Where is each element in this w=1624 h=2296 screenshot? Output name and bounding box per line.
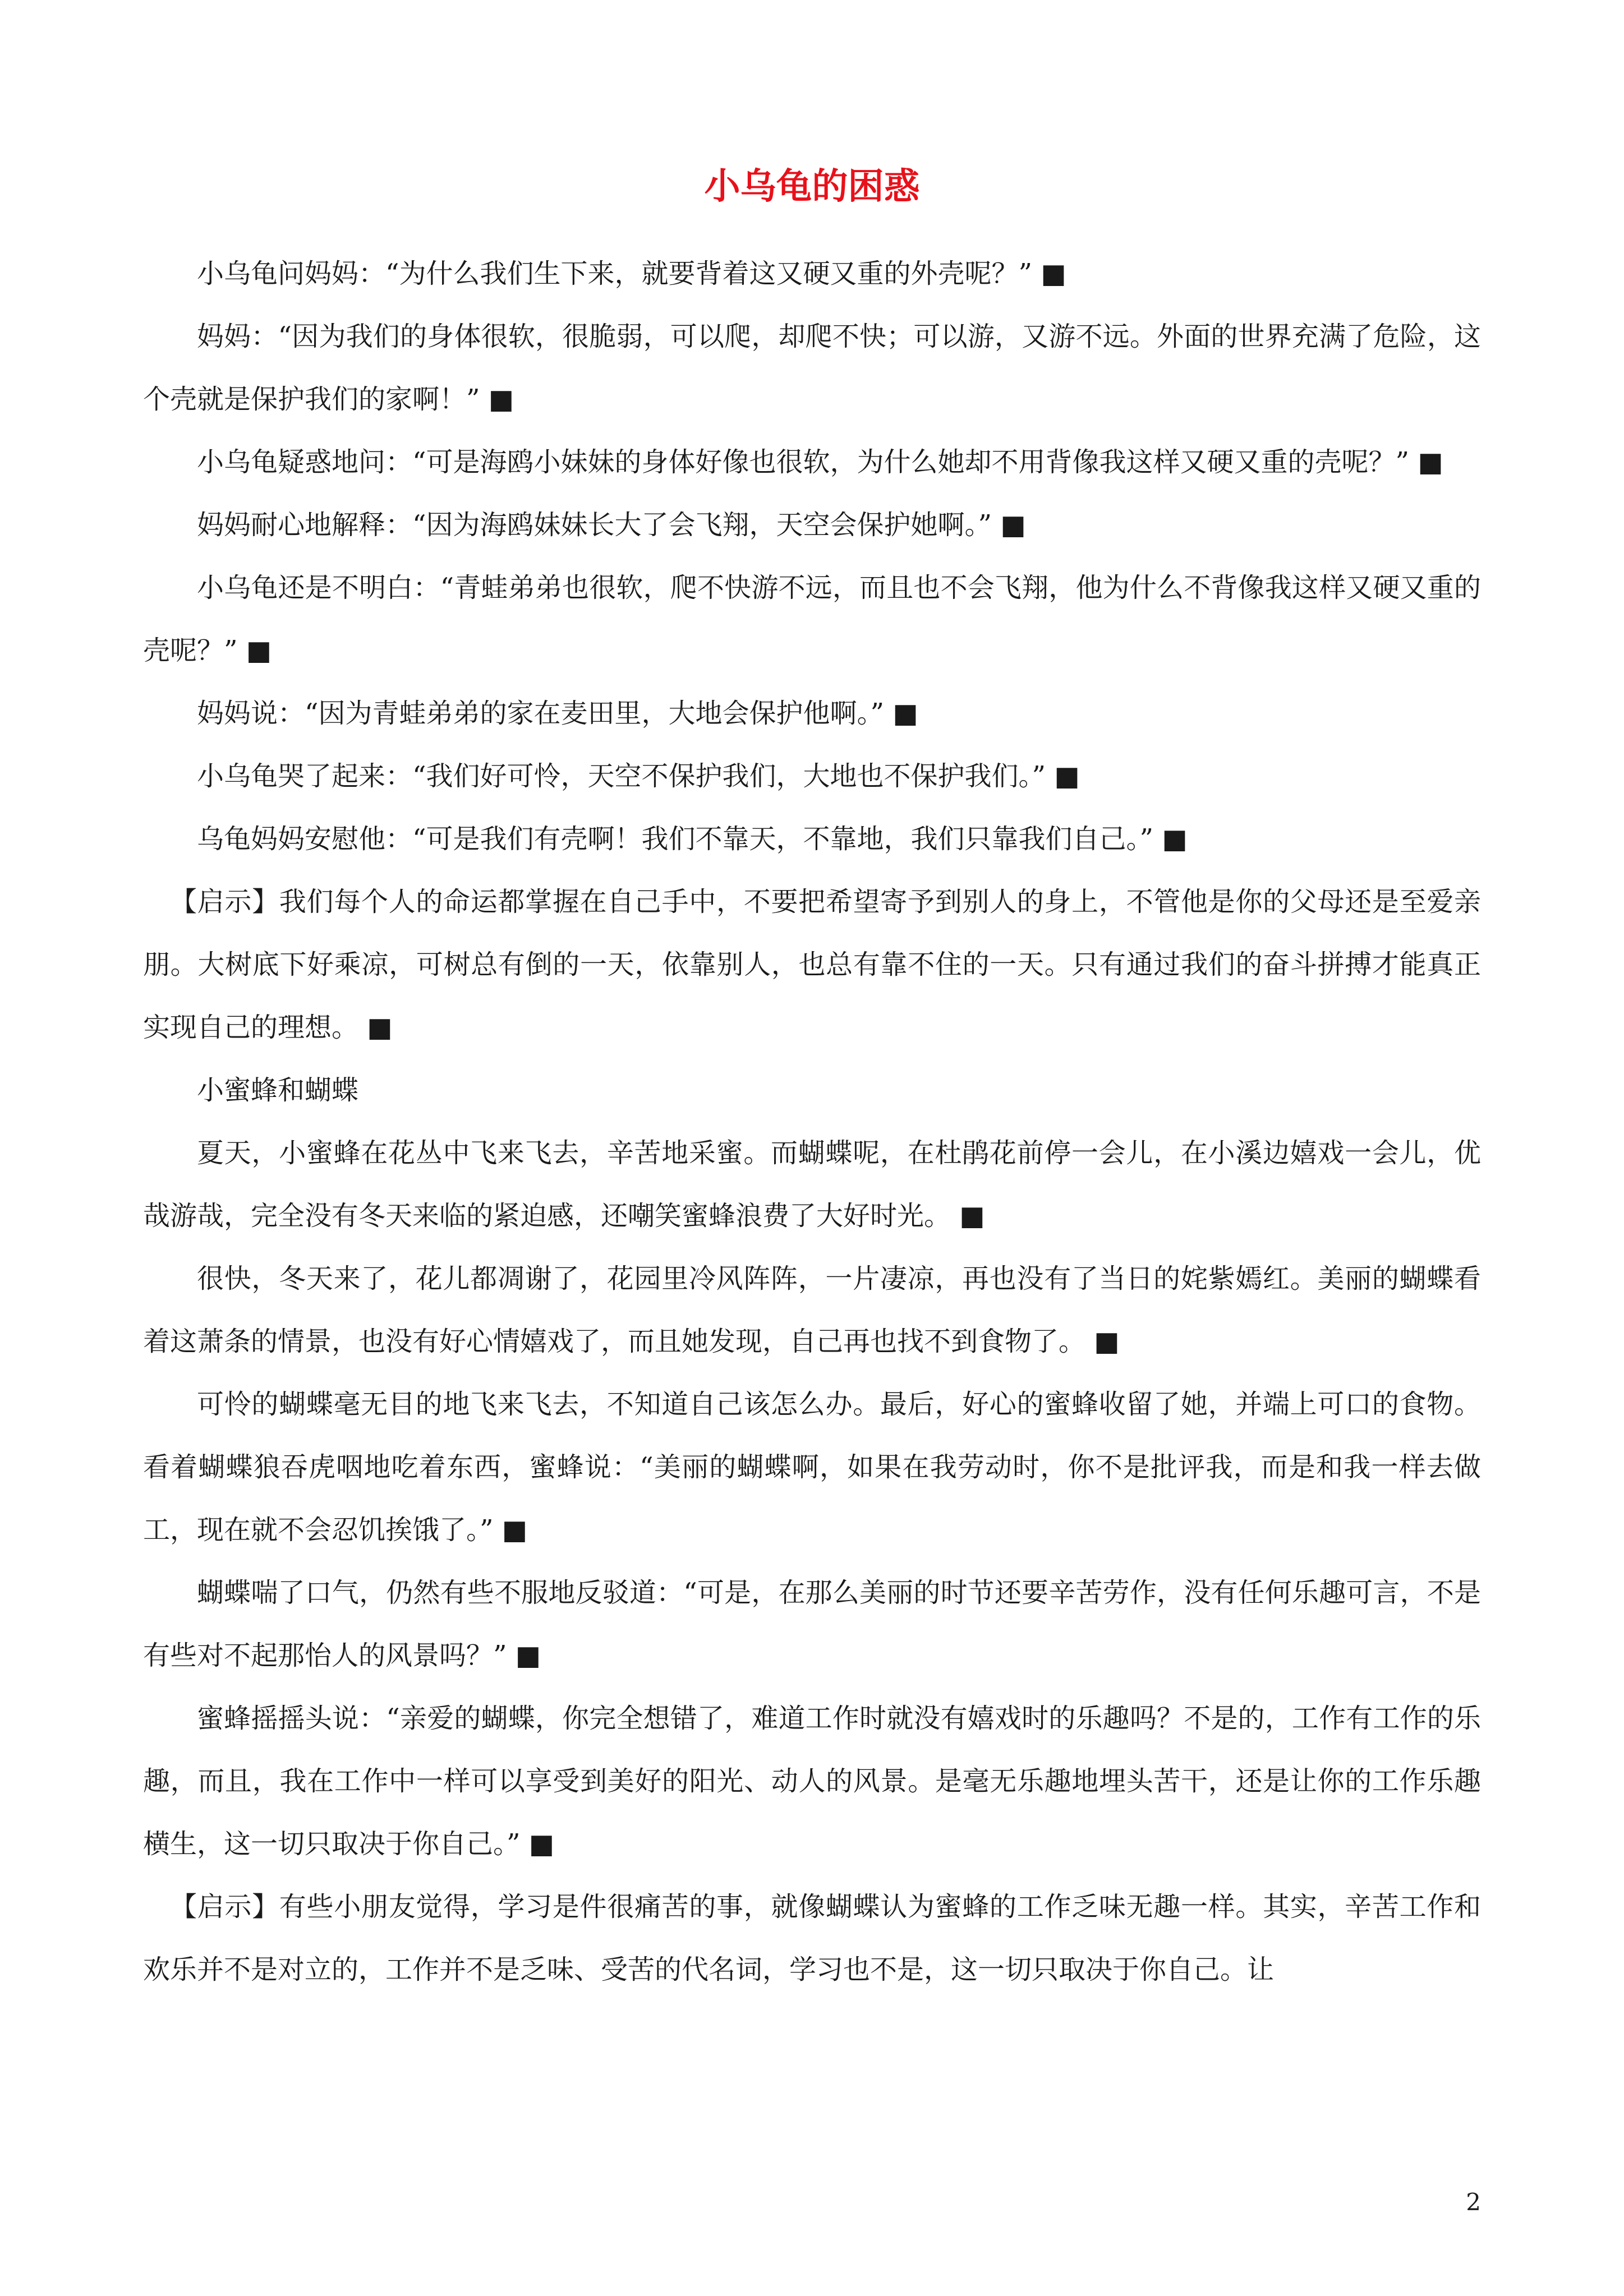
paragraph: 妈妈耐心地解释：“因为海鸥妹妹长大了会飞翔，天空会保护她啊。” ■ <box>197 509 1026 541</box>
paragraph: 夏天，小蜜蜂在花丛中飞来飞去，辛苦地采蜜。而蝴蝶呢，在杜鹃花前停一会儿，在小溪边嬉戏一会儿，优哉游哉，完全没有冬天来临的紧迫感，还嘲笑蜜蜂浪费了大好时光。 ■ <box>143 1137 1481 1232</box>
paragraph: 可怜的蝴蝶毫无目的地飞来飞去，不知道自己该怎么办。最后，好心的蜜蜂收留了她，并端上可口的食物。看着蝴蝶狼吞虎咽地吃着东西，蜜蜂说：“美丽的蝴蝶啊，如果在我劳动时，你不是批评我，而是和我一样去做工，现在就不会忍饥挨饿了。” ■ <box>143 1389 1481 1546</box>
paragraph: 乌龟妈妈安慰他：“可是我们有壳啊！我们不靠天，不靠地，我们只靠我们自己。” ■ <box>197 823 1188 855</box>
insight-paragraph: 【启示】我们每个人的命运都掌握在自己手中，不要把希望寄予到别人的身上，不管他是你的父母还是至爱亲朋。大树底下好乘凉，可树总有倒的一天，依靠别人，也总有靠不住的一天。只有通过我们的奋斗拼搏才能真正实现自己的理想。 ■ <box>143 886 1481 1043</box>
paragraph: 很快，冬天来了，花儿都凋谢了，花园里冷风阵阵，一片凄凉，再也没有了当日的姹紫嫣红。美丽的蝴蝶看着这萧条的情景，也没有好心情嬉戏了，而且她发现，自己再也找不到食物了。 ■ <box>143 1263 1481 1357</box>
document-body <box>143 242 1481 2001</box>
paragraph: 妈妈说：“因为青蛙弟弟的家在麦田里，大地会保护他啊。” ■ <box>197 698 918 729</box>
page-number: 2 <box>1466 2188 1481 2216</box>
paragraph: 蝴蝶喘了口气，仍然有些不服地反驳道：“可是，在那么美丽的时节还要辛苦劳作，没有任何乐趣可言，不是有些对不起那怡人的风景吗？” ■ <box>143 1577 1481 1671</box>
paragraph: 小乌龟还是不明白：“青蛙弟弟也很软，爬不快游不远，而且也不会飞翔，他为什么不背像我这样又硬又重的壳呢？” ■ <box>143 572 1481 666</box>
insight-paragraph: 【启示】有些小朋友觉得，学习是件很痛苦的事，就像蝴蝶认为蜜蜂的工作乏味无趣一样。其实，辛苦工作和欢乐并不是对立的，工作并不是乏味、受苦的代名词，学习也不是，这一切只取决于你自己。让 <box>143 1891 1481 1985</box>
paragraph: 蜜蜂摇摇头说：“亲爱的蝴蝶，你完全想错了，难道工作时就没有嬉戏时的乐趣吗？不是的，工作有工作的乐趣，而且，我在工作中一样可以享受到美好的阳光、动人的风景。是毫无乐趣地埋头苦干，还是让你的工作乐趣横生，这一切只取决于你自己。” ■ <box>143 1703 1481 1860</box>
paragraph: 小乌龟疑惑地问：“可是海鸥小妹妹的身体好像也很软，为什么她却不用背像我这样又硬又重的壳呢？” ■ <box>197 446 1443 478</box>
document-title: 小乌龟的困惑 <box>704 165 920 208</box>
section-heading: 小蜜蜂和蝴蝶 <box>197 1075 359 1106</box>
paragraph: 小乌龟哭了起来：“我们好可怜，天空不保护我们，大地也不保护我们。” ■ <box>197 760 1080 792</box>
paragraph: 小乌龟问妈妈：“为什么我们生下来，就要背着这又硬又重的外壳呢？” ■ <box>197 258 1066 289</box>
paragraph: 妈妈：“因为我们的身体很软，很脆弱，可以爬，却爬不快；可以游，又游不远。外面的世界充满了危险，这个壳就是保护我们的家啊！” ■ <box>143 321 1481 415</box>
